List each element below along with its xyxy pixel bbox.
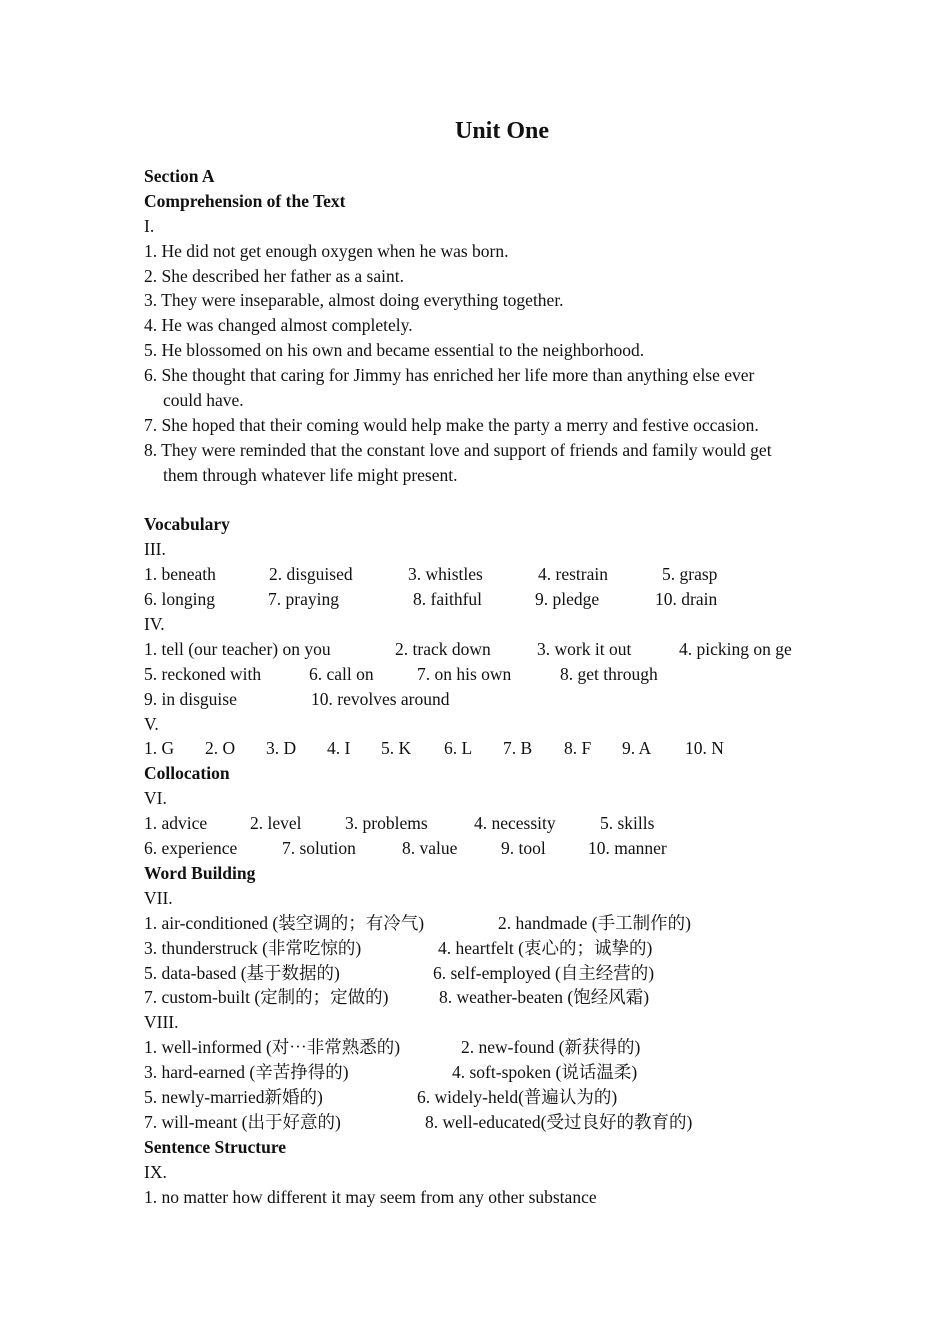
answer-item: 4. I <box>327 738 351 759</box>
answer-row <box>144 587 844 612</box>
comprehension-heading: Comprehension of the Text <box>144 190 346 211</box>
answer-item: 6. widely-held(普遍认为的) <box>417 1086 618 1107</box>
answer-item: 9. pledge <box>535 589 600 610</box>
exercise-number: V. <box>144 713 159 734</box>
answer-item: 6. self-employed (自主经营的) <box>433 962 655 983</box>
answer-item: 2. level <box>250 813 302 834</box>
answer-row <box>144 637 844 662</box>
answer-item: 1. advice <box>144 813 208 834</box>
answer-item: 7. praying <box>268 589 339 610</box>
answer-item: 3. work it out <box>537 638 632 659</box>
answer-row <box>144 985 844 1010</box>
answer-row <box>144 1060 844 1085</box>
answer-item: 2. disguised <box>269 564 353 585</box>
answer-line: 1. He did not get enough oxygen when he was born. <box>144 240 509 261</box>
answer-line: 6. She thought that caring for Jimmy has enriched her life more than anything else ever <box>144 365 755 386</box>
answer-line: 3. They were inseparable, almost doing everything together. <box>144 290 564 311</box>
answer-item: 4. picking on ge <box>679 638 792 659</box>
answer-item: 7. will-meant (出于好意的) <box>144 1111 341 1132</box>
answer-item: 5. skills <box>600 813 655 834</box>
answer-item: 1. tell (our teacher) on you <box>144 638 331 659</box>
answer-item: 7. solution <box>282 838 356 859</box>
answer-line-continued: could have. <box>163 390 244 411</box>
exercise-number: III. <box>144 539 166 560</box>
answer-item: 6. longing <box>144 589 215 610</box>
answer-item: 3. hard-earned (辛苦挣得的) <box>144 1062 349 1083</box>
answer-item: 2. O <box>205 738 236 759</box>
answer-item: 5. newly-married新婚的) <box>144 1086 323 1107</box>
vocabulary-heading: Vocabulary <box>144 514 230 535</box>
answer-line: 2. She described her father as a saint. <box>144 265 404 286</box>
document-body <box>144 164 844 1209</box>
spacer <box>144 488 844 513</box>
exercise-number: IX. <box>144 1161 167 1182</box>
answer-row <box>144 1035 844 1060</box>
answer-item: 7. on his own <box>417 663 512 684</box>
answer-item: 9. A <box>622 738 652 759</box>
answer-item: 8. well-educated(受过良好的教育的) <box>425 1111 693 1132</box>
answer-row <box>144 936 844 961</box>
answer-line: 1. no matter how different it may seem from any other substance <box>144 1186 597 1207</box>
answer-item: 5. data-based (基于数据的) <box>144 962 340 983</box>
answer-item: 8. weather-beaten (饱经风霜) <box>439 987 650 1008</box>
answer-item: 1. beneath <box>144 564 216 585</box>
answer-row <box>144 1110 844 1135</box>
answer-item: 3. problems <box>345 813 428 834</box>
answer-item: 4. soft-spoken (说话温柔) <box>452 1062 638 1083</box>
exercise-number: VI. <box>144 788 167 809</box>
answer-line: 5. He blossomed on his own and became essential to the neighborhood. <box>144 340 645 361</box>
answer-item: 9. tool <box>501 838 546 859</box>
answer-item: 1. well-informed (对⋯非常熟悉的) <box>144 1037 401 1058</box>
answer-item: 4. heartfelt (衷心的；诚挚的) <box>438 937 653 958</box>
answer-item: 3. whistles <box>408 564 483 585</box>
exercise-number: I. <box>144 215 155 236</box>
collocation-heading: Collocation <box>144 763 230 784</box>
answer-item: 7. B <box>503 738 533 759</box>
answer-line: 7. She hoped that their coming would help make the party a merry and festive occasion. <box>144 414 759 435</box>
answer-item: 2. track down <box>395 638 491 659</box>
answer-item: 10. revolves around <box>311 688 450 709</box>
answer-item: 8. get through <box>560 663 658 684</box>
page-title: Unit One <box>454 118 549 144</box>
answer-row <box>144 562 844 587</box>
answer-row <box>144 911 844 936</box>
answer-row <box>144 836 844 861</box>
answer-item: 7. custom-built (定制的；定做的) <box>144 987 389 1008</box>
answer-item: 3. D <box>266 738 297 759</box>
exercise-number: VII. <box>144 887 173 908</box>
answer-item: 9. in disguise <box>144 688 237 709</box>
answer-item: 1. G <box>144 738 175 759</box>
sentence-structure-heading: Sentence Structure <box>144 1136 287 1157</box>
answer-item: 5. K <box>381 738 412 759</box>
answer-item: 10. drain <box>655 589 718 610</box>
answer-item: 4. necessity <box>474 813 556 834</box>
exercise-number: VIII. <box>144 1012 179 1033</box>
answer-item: 6. call on <box>309 663 374 684</box>
answer-item: 5. reckoned with <box>144 663 262 684</box>
answer-item: 6. L <box>444 738 473 759</box>
answer-item: 1. air-conditioned (装空调的；有冷气) <box>144 912 425 933</box>
section-heading: Section A <box>144 166 215 186</box>
answer-item: 8. faithful <box>413 589 483 610</box>
answer-item: 5. grasp <box>662 564 718 585</box>
answer-row <box>144 1085 844 1110</box>
answer-row <box>144 961 844 986</box>
answer-item: 2. handmade (手工制作的) <box>498 912 691 933</box>
answer-item: 10. manner <box>588 838 667 859</box>
answer-item: 3. thunderstruck (非常吃惊的) <box>144 937 362 958</box>
answer-row <box>144 687 844 712</box>
answer-item: 6. experience <box>144 838 238 859</box>
answer-line: 4. He was changed almost completely. <box>144 315 413 336</box>
answer-item: 10. N <box>685 738 724 759</box>
answer-line-continued: them through whatever life might present. <box>163 464 458 485</box>
exercise-number: IV. <box>144 614 165 635</box>
answer-line: 8. They were reminded that the constant love and support of friends and family would get <box>144 439 772 460</box>
answer-row <box>144 811 844 836</box>
answer-row <box>144 736 844 761</box>
answer-item: 4. restrain <box>538 564 608 585</box>
answer-item: 2. new-found (新获得的) <box>461 1037 641 1058</box>
answer-item: 8. F <box>564 738 592 759</box>
answer-row <box>144 662 844 687</box>
word-building-heading: Word Building <box>144 862 256 883</box>
answer-item: 8. value <box>402 838 458 859</box>
